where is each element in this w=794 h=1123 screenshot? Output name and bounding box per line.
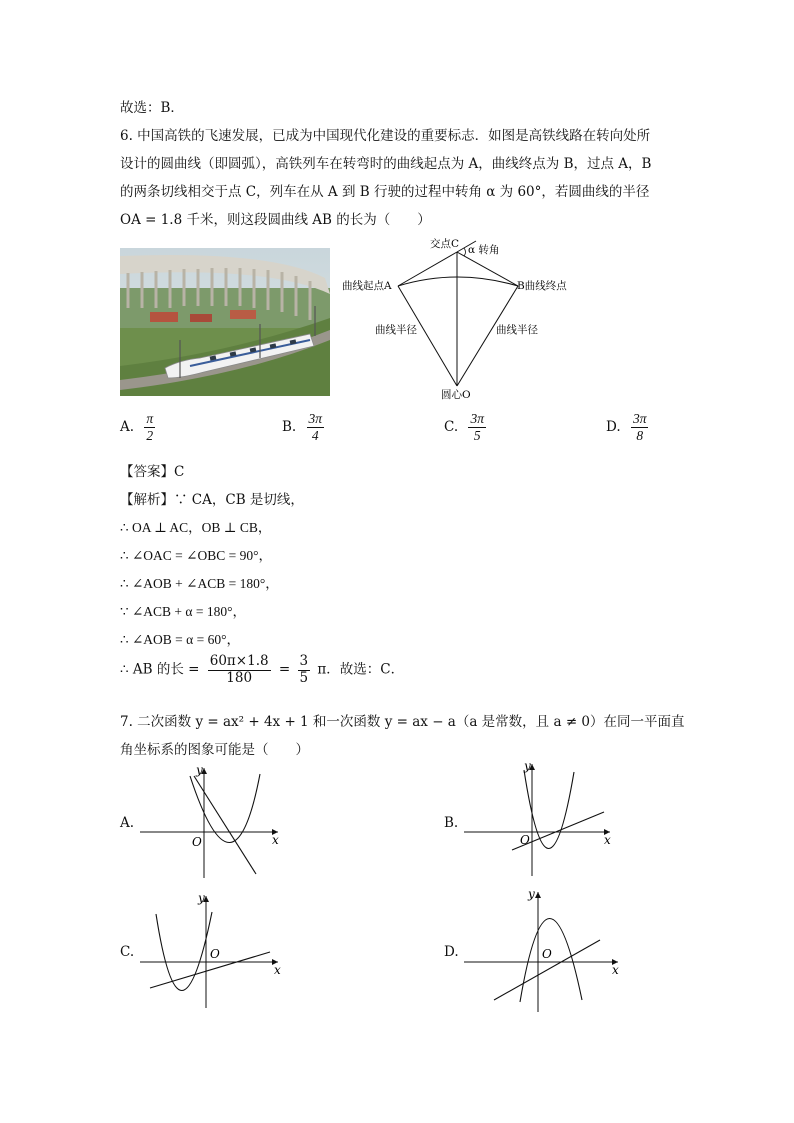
q6-line-1: 6. 中国高铁的飞速发展，已成为中国现代化建设的重要标志．如图是高铁线路在转向处所 [120, 128, 651, 144]
graph-a[interactable] [138, 760, 286, 880]
svg-text:x: x [604, 833, 611, 847]
svg-text:x: x [274, 963, 281, 977]
label-curve-end-b: B曲线终点 [517, 280, 567, 292]
analysis-line-1: 【解析】∵ CA，CB 是切线， [120, 492, 304, 508]
label-radius-left: 曲线半径 [375, 324, 417, 336]
svg-text:O: O [520, 833, 530, 847]
q7-line-2: 角坐标系的图象可能是（ ） [120, 742, 309, 758]
analysis-final-line: ∴ AB 的长 = $\frac{60\pi\times 1.8}{180}$ = $\frac{3}{5}$ π．故选：C． [120, 653, 405, 686]
graph-d-letter: D. [444, 944, 459, 960]
q6-line-4: OA = 1.8 千米，则这段圆曲线 AB 的长为（ ） [120, 212, 431, 228]
label-curve-start-a: 曲线起点A [342, 280, 392, 292]
high-speed-rail-photo [120, 248, 330, 396]
analysis-line-3: ∴ ∠OAC = ∠OBC = 90°， [120, 548, 272, 563]
svg-text:y: y [528, 887, 535, 901]
graph-c[interactable] [138, 888, 286, 1012]
q6-answer: 【答案】C [120, 464, 185, 480]
svg-text:O: O [192, 835, 202, 849]
option-b[interactable]: B. $\frac{3\pi}{4}$ [282, 411, 323, 443]
label-turning-angle: α 转角 [468, 244, 500, 256]
svg-text:x: x [612, 963, 619, 977]
analysis-line-5: ∵ ∠ACB + α = 180°， [120, 604, 246, 619]
graph-c-letter: C. [120, 944, 135, 960]
option-d[interactable]: D. $\frac{3\pi}{8}$ [606, 411, 647, 443]
svg-text:y: y [196, 763, 203, 777]
previous-answer: 故选：B． [120, 100, 184, 116]
option-a[interactable]: A. $\frac{\pi}{2}$ [120, 411, 154, 443]
svg-text:O: O [542, 947, 552, 961]
q7-line-1: 7. 二次函数 y = ax² + 4x + 1 和一次函数 y = ax − a（a 是常数，且 a ≠ 0）在同一平面直 [120, 714, 685, 730]
analysis-line-2: ∴ OA ⊥ AC，OB ⊥ CB， [120, 520, 272, 535]
option-c[interactable]: C. $\frac{3\pi}{5}$ [444, 411, 484, 443]
circular-curve-diagram [340, 232, 580, 404]
q6-line-2: 设计的圆曲线（即圆弧），高铁列车在转弯时的曲线起点为 A，曲线终点为 B，过点 A，B [120, 156, 652, 172]
graph-a-letter: A. [120, 815, 135, 831]
label-intersection-c: 交点C [430, 238, 460, 250]
analysis-line-6: ∴ ∠AOB = α = 60°， [120, 632, 240, 647]
svg-text:y: y [198, 891, 205, 905]
q6-line-3: 的两条切线相交于点 C，列车在从 A 到 B 行驶的过程中转角 α 为 60°，若圆曲线的半径 [120, 184, 650, 200]
graph-b[interactable] [462, 756, 618, 880]
label-radius-right: 曲线半径 [496, 324, 538, 336]
analysis-line-4: ∴ ∠AOB + ∠ACB = 180°， [120, 576, 279, 591]
svg-text:x: x [272, 833, 279, 847]
svg-text:y: y [524, 759, 531, 773]
graph-b-letter: B. [444, 815, 459, 831]
svg-text:O: O [210, 947, 220, 961]
label-center-o: 圆心O [441, 389, 471, 401]
graph-d[interactable] [462, 884, 626, 1014]
